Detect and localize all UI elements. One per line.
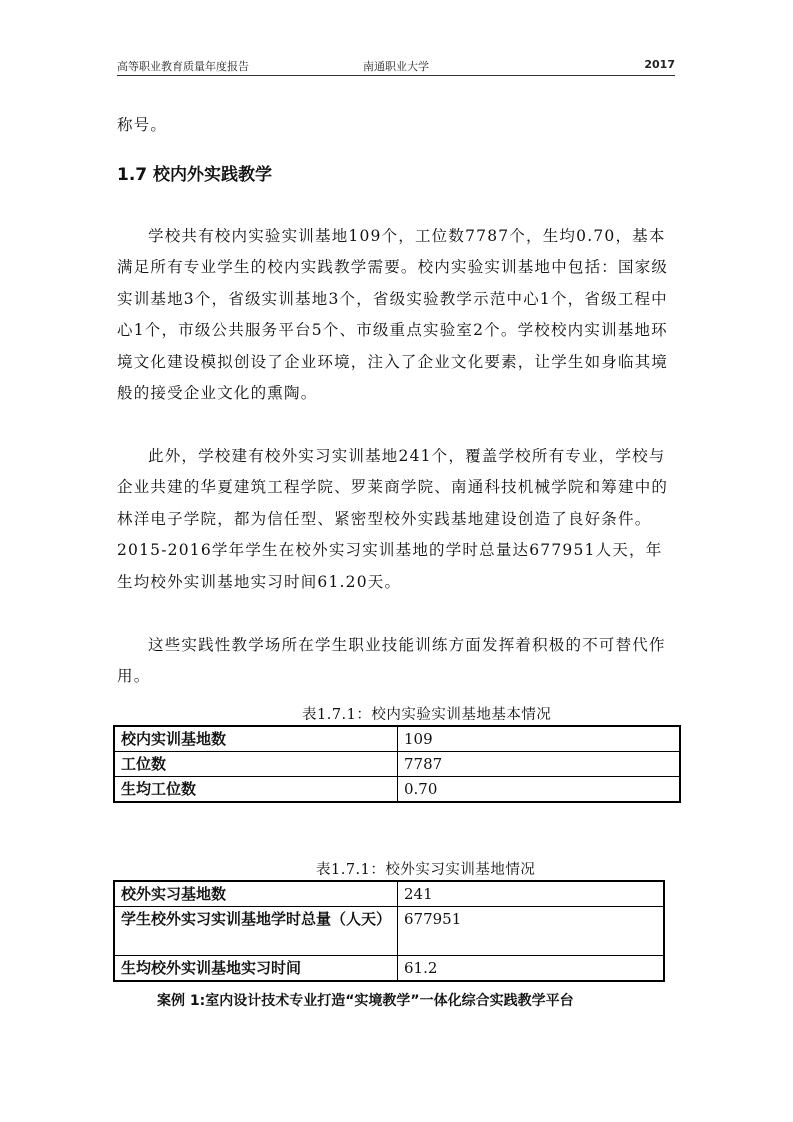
- watermark-text: 17mzmx.com: [703, 1093, 790, 1107]
- page-header: [117, 58, 675, 76]
- table-internal-bases: [113, 725, 681, 803]
- table-cell-value: 677951: [398, 907, 665, 956]
- section-title: 1.7 校内外实践教学: [117, 165, 273, 185]
- table-row: [114, 726, 680, 752]
- table-cell-label: 校内实训基地数: [114, 726, 398, 752]
- table2-caption: 表1.7.1：校外实习实训基地情况: [316, 862, 536, 878]
- table-cell-value: 0.70: [398, 777, 681, 803]
- table-cell-label: 学生校外实习实训基地学时总量（人天）: [114, 907, 398, 956]
- table-cell-label: 工位数: [114, 752, 398, 777]
- paragraph-3: 这些实践性教学场所在学生职业技能训练方面发挥着积极的不可替代作用。: [117, 636, 666, 686]
- header-report-title: 高等职业教育质量年度报告: [117, 60, 249, 73]
- header-rule: [117, 75, 675, 76]
- table-cell-value: 241: [398, 881, 665, 907]
- paragraph-2: 此外，学校建有校外实习实训基地241个，覆盖学校所有专业，学校与企业共建的华夏建筑工程学院、罗莱商学院、南通科技机械学院和筹建中的林洋电子学院，都为信任型、紧密型校外实践基地建设创造了良好条件。2015-2016学年学生在校外实习实训基地的学时总量达677951人天，年生均校外实训基地实习时间61.20天。: [117, 447, 669, 591]
- table-row: [114, 881, 664, 907]
- lead-line: 称号。: [117, 116, 168, 134]
- table-row: [114, 907, 664, 956]
- table-row: [114, 777, 680, 803]
- table-row: [114, 956, 664, 982]
- table-cell-value: 7787: [398, 752, 681, 777]
- paragraph-1: 学校共有校内实验实训基地109个，工位数7787个，生均0.70，基本满足所有专业学生的校内实践教学需要。校内实验实训基地中包括：国家级实训基地3个，省级实训基地3个，省级实验教学示范中心1个，省级工程中心1个，市级公共服务平台5个、市级重点实验室2个。学校校内实训基地环境文化建设模拟创设了企业环境，注入了企业文化要素，让学生如身临其境般的接受企业文化的熏陶。: [117, 227, 669, 403]
- table1-caption: 表1.7.1：校内实验实训基地基本情况: [302, 707, 552, 723]
- table-external-bases: [113, 880, 665, 982]
- table-row: [114, 752, 680, 777]
- header-year: 2017: [644, 58, 675, 71]
- table-cell-value: 61.2: [398, 956, 665, 982]
- case-title: 案例 1:室内设计技术专业打造“实境教学”一体化综合实践教学平台: [157, 993, 574, 1009]
- page-number: 9: [721, 1022, 747, 1068]
- table-cell-value: 109: [398, 726, 681, 752]
- header-school-name: 南通职业大学: [363, 60, 429, 73]
- table-cell-label: 校外实习基地数: [114, 881, 398, 907]
- table-cell-label: 生均校外实训基地实习时间: [114, 956, 398, 982]
- table-cell-label: 生均工位数: [114, 777, 398, 803]
